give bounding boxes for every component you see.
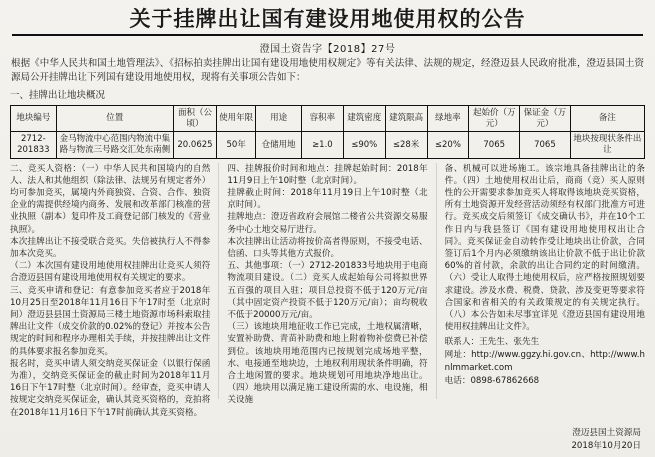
paragraph: 挂牌地点：澄迈省政府会展馆二楼省公共资源交易服务中心土地交易厅进行。 [227, 212, 428, 235]
paragraph: 四、挂牌报价时间和地点：挂牌起始时间：2018年11月9日上午10时整（北京时间）。 [227, 163, 428, 186]
paragraph: （三）该地块用地征收工作已完成，土地权属清晰，安置补助费、青苗补助费和地上附着物补偿费已补偿到位。该地块用地范围内已按规划完成场地平整，水、电接通至地块边，土地权利用现状条件明确，符合土地闲置的要求。地块规划可用地块净地出让。（四）地块用以满足施工建设所需的水、电设施，相关设施 [227, 322, 428, 406]
paragraph: 五、其他事项：（一）2712-201833号地块用于电商物流项目建设。（二）竞买人成起始每公司将拟世界五百强的项目入驻；项目总投资不低于120万元/亩（其中固定资产投资不低于120万元/亩）；亩均税收不低于20000万元/亩。 [227, 261, 428, 320]
col-header-term: 使用年限 [217, 106, 256, 132]
paragraph: 报名时，竞买申请人须交纳竞买保证金（以银行保函为准），交纳竞买保证金的截止时间为2018年11月16日下午17时整（北京时间）。经审查，竞买申请人按规定交纳竞买保证金，确认其竞买资格的，竞拍将在2018年11月16日下午17时前确认其竞买资格。 [10, 358, 211, 418]
col-header-parcel-id: 地块编号 [11, 106, 57, 132]
paragraph: 备、机械可以进场施工。该宗地具备挂牌出让的条件。（四）土地使用权出让后，商商（竞）买人原则性的公开需要求参加竞买人将取得该地块竞买资格，所有土地资源开发经营活动须经有权部门批准方可进行。竞买成交后须签订《成交确认书》，并在10个工作日内与我县签订《国有建设用地使用权出让合同》。竞买保证金自动转作受让地块出让价款，合同签订后1个月内必须缴纳该出让价款不低于出让价款60%的首付款，余款的出让合同约定的时间缴清。（六）受让人取得土地使用权后，应严格按照规划要求建设。涉及水费、税费、贷款、涉及变更等要求符合国家和省相关的有关政策规定的有关规定执行。（八）本公告如未尽事宜详见《澄迈县国有建设用地使用权挂牌出让文件》。 [444, 163, 645, 333]
paragraph: 本次挂牌出让活动将按价高者得原则，不接受电话、信函、口头等其他方式报价。 [227, 236, 428, 259]
paragraph: （二）本次国有建设用地使用权挂牌出让竞买人须符合澄迈县国有建设用地使用权有关规定的要求。 [10, 261, 211, 284]
website-links[interactable]: 网址：http://www.ggzy.hi.gov.cn、http://www.hnlmmarket.com [444, 350, 645, 374]
cell-density: ≤90% [343, 132, 385, 158]
title-divider [12, 34, 643, 36]
body-column-1 [10, 163, 211, 418]
col-header-height-limit: 建筑限高 [385, 106, 427, 132]
paragraph: 挂牌截止时间：2018年11月19日上午10时整（北京时间）。 [227, 187, 428, 211]
phone-number: 电话：0898-67862668 [444, 376, 540, 387]
intro-paragraph: 根据《中华人民共和国土地管理法》、《招标拍卖挂牌出让国有建设用地使用权规定》等有关法律、法规的规定，经澄迈县人民政府批准，澄迈县国土资源局公开挂牌出让下列国有建设用地使用权，现将有关事项公告如下： [11, 58, 644, 84]
document-number: 澄国土资告字【2018】27号 [259, 44, 396, 56]
col-header-green-ratio: 绿地率 [427, 106, 469, 132]
paragraph: 三、竞买申请和登记：有意参加竞买者应于2018年10月25日至2018年11月16日下午17时至（北京时间）澄迈县县国土资源局三楼土地资源市场科索取挂牌出让文件（成交价款的0.02%的登记）并按本公告规定的时间和程序办理相关手续，并按挂牌出让文件的具体要求报名参加竞买。 [10, 285, 211, 357]
page-title: 关于挂牌出让国有建设用地使用权的公告 [129, 7, 526, 31]
document-footer [571, 427, 641, 453]
cell-location: 金马物流中心范围内物流中集路与物流三号路交汇处东南侧 [56, 132, 173, 158]
col-header-use: 用途 [256, 106, 302, 132]
cell-term: 50年 [217, 132, 256, 158]
cell-far: ≥1.0 [301, 132, 343, 158]
cell-start-price: 7065 [469, 132, 520, 158]
col-header-far: 容积率 [301, 106, 343, 132]
paragraph: 二、竞买人资格：（一）中华人民共和国境内的自然人、法人和其他组织（除法律、法规另有规定者外）均可参加竞买，属境内外商独资、合资、合作、独资企业的需提供经境内商务、发展和改革部门核准的营业执照（副本）复印件及工商登记部门核发的《营业执照》。 [10, 163, 211, 235]
paragraph: 本次挂牌出让不接受联合竞买。失信被执行人不得参加本次竞买。 [10, 236, 211, 259]
cell-green-ratio: ≤20% [427, 132, 469, 158]
col-header-deposit: 保证金（万元） [520, 106, 571, 132]
body-columns [10, 163, 645, 418]
cell-parcel-id: 2712-201833 [11, 132, 57, 158]
col-header-density: 建筑密度 [343, 106, 385, 132]
col-header-start-price: 起始价（万元） [469, 106, 520, 132]
contact-person: 联系人：王先生、张先生 [444, 337, 540, 348]
col-header-location: 位置 [56, 106, 173, 132]
column-divider [436, 163, 437, 399]
column-divider [218, 163, 219, 399]
cell-remarks: 地块按现状条件出让 [570, 132, 644, 158]
table-row [11, 132, 645, 158]
col-header-remarks: 备注 [570, 106, 644, 132]
issuer-name: 澄迈县国土资源局 [572, 428, 641, 439]
cell-use: 仓储用地 [256, 132, 302, 158]
section-one-heading: 一、挂牌出让地块概况 [10, 89, 106, 101]
body-column-3 [445, 163, 645, 399]
table-header-row [11, 106, 645, 132]
body-column-2 [227, 163, 428, 406]
cell-area: 20.0625 [173, 132, 216, 158]
land-parcel-table [10, 105, 645, 159]
issue-date: 2018年10月20日 [571, 441, 641, 452]
cell-deposit: 7065 [520, 132, 571, 158]
col-header-area: 面积（公顷） [173, 106, 216, 132]
cell-height-limit: ≤28米 [385, 132, 427, 158]
